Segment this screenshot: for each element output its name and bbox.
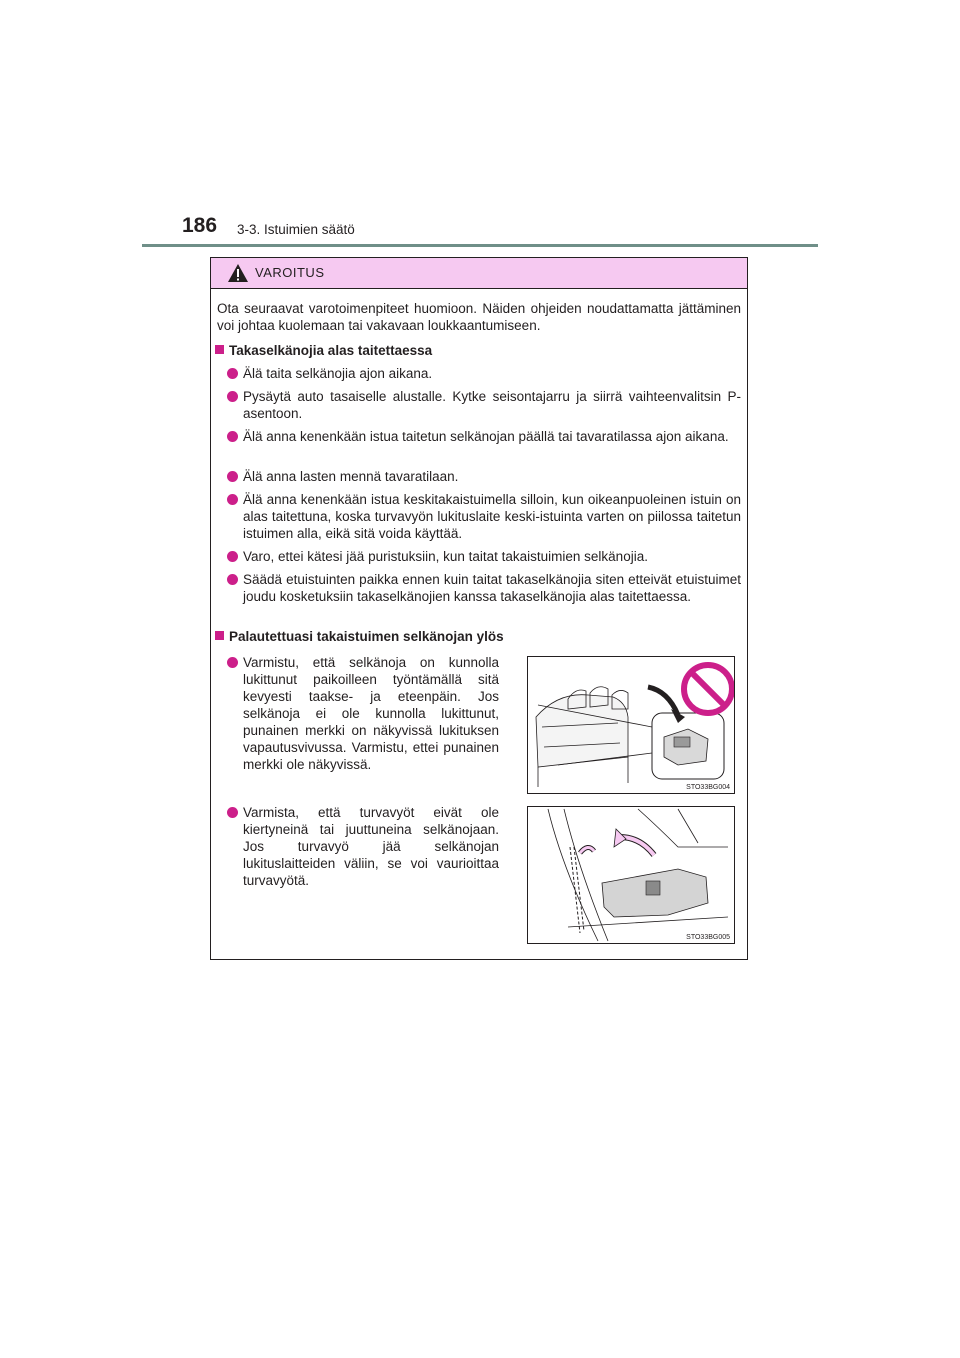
- list-item: Älä anna kenenkään istua taitetun selkänojan päällä tai tavaratilassa ajon aikana.: [227, 428, 741, 445]
- list-item: Varmistu, että selkänoja on kunnolla lukittunut paikoilleen työntämällä sitä kevyesti taakse- ja eteenpäin. Jos selkänoja ei ole kunnolla lukittunut, punainen merkki on näkyvissä lukituksen vapautusvivussa. Varmistu, ettei punainen merkki ole näkyvissä.: [227, 654, 499, 773]
- round-bullet-icon: [227, 471, 238, 482]
- list-item: Älä anna lasten mennä tavaratilaan.: [227, 468, 741, 485]
- figure-code: STO33BG004: [686, 784, 730, 791]
- round-bullet-icon: [227, 431, 238, 442]
- round-bullet-icon: [227, 368, 238, 379]
- warning-header: [211, 258, 747, 289]
- list-item: Älä taita selkänojia ajon aikana.: [227, 365, 741, 382]
- list-item: Varo, ettei kätesi jää puristuksiin, kun taitat takaistuimien selkänojia.: [227, 548, 741, 565]
- square-bullet-icon: [215, 345, 224, 354]
- square-bullet-icon: [215, 631, 224, 640]
- list-item: Säädä etuistuinten paikka ennen kuin taitat takaselkänojia siten etteivät etuistuimet joudu kosketuksiin takaselkänojien kanssa takaselkänojia alas taitettaessa.: [227, 571, 741, 605]
- round-bullet-icon: [227, 551, 238, 562]
- warning-intro: Ota seuraavat varotoimenpiteet huomioon. Näiden ohjeiden noudattamatta jättäminen voi johtaa kuolemaan tai vakavaan loukkaantumiseen.: [217, 301, 741, 333]
- section-heading-returning: Palautettuasi takaistuimen selkänojan ylös: [215, 628, 504, 645]
- warning-box: [210, 257, 748, 960]
- header-rule: [142, 244, 818, 247]
- round-bullet-icon: [227, 391, 238, 402]
- round-bullet-icon: [227, 494, 238, 505]
- figure-code: STO33BG005: [686, 934, 730, 941]
- figure-seat-belt: [527, 806, 735, 944]
- list-item: Älä anna kenenkään istua keskitakaistuimella silloin, kun oikeanpuoleinen istuin on alas taitettuna, koska turvavyön lukituslaite keski-istuinta varten on piilossa taitetun istuimen alla, eikä sitä voida käyttää.: [227, 491, 741, 542]
- list-item: Pysäytä auto tasaiselle alustalle. Kytke seisontajarru ja siirrä vaihteenvalitsin P-asentoon.: [227, 388, 741, 422]
- rear-seat-illustration: [528, 657, 734, 793]
- figure-seat-lock: [527, 656, 735, 794]
- section-title: 3-3. Istuimien säätö: [237, 222, 355, 237]
- round-bullet-icon: [227, 807, 238, 818]
- round-bullet-icon: [227, 657, 238, 668]
- page-number: 186: [182, 214, 218, 237]
- seat-belt-illustration: [528, 807, 734, 943]
- round-bullet-icon: [227, 574, 238, 585]
- section-heading-folding: Takaselkänojia alas taitettaessa: [215, 342, 432, 359]
- list-item: Varmista, että turvavyöt eivät ole kiertyneinä tai juuttuneina selkänojaan. Jos turvavyö jää selkänojan lukituslaitteiden väliin, se voi vaurioittaa turvavyötä.: [227, 804, 499, 889]
- warning-triangle-icon: [227, 263, 249, 283]
- warning-title: VAROITUS: [255, 265, 325, 280]
